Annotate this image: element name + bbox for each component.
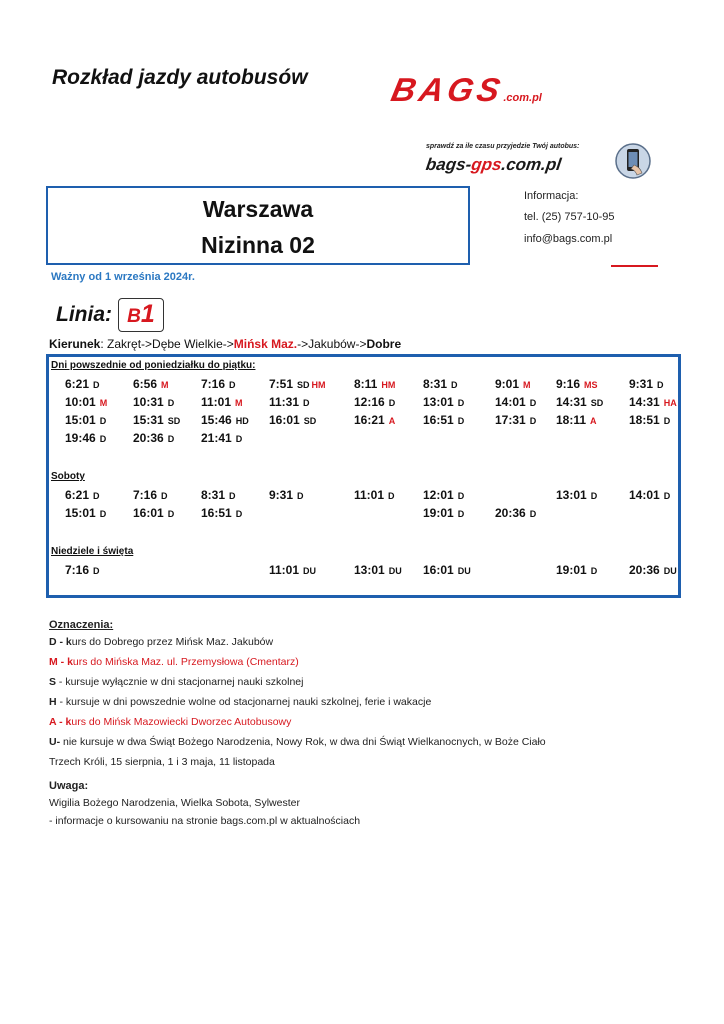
course-code: D — [235, 434, 243, 444]
departure-time — [65, 506, 106, 520]
direction-label: Kierunek — [49, 337, 101, 351]
line-number-badge — [118, 298, 164, 332]
departure-time — [269, 377, 326, 391]
time-value: 9:31 — [269, 488, 294, 502]
time-value: 7:16 — [65, 563, 90, 577]
direction-sep: : — [100, 337, 108, 351]
time-value: 19:01 — [423, 506, 454, 520]
course-code: D — [663, 491, 671, 501]
time-value: 16:51 — [201, 506, 232, 520]
time-value: 9:01 — [495, 377, 520, 391]
course-code: D — [529, 398, 537, 408]
course-code: SD — [303, 416, 317, 426]
course-code: M — [523, 380, 531, 390]
departure-time — [556, 377, 598, 391]
departure-time — [201, 431, 242, 445]
time-value: 8:31 — [423, 377, 448, 391]
time-value: 16:01 — [269, 413, 300, 427]
bags-logo — [388, 71, 664, 108]
time-value: 13:01 — [556, 488, 587, 502]
info-label: Informacja: — [524, 190, 579, 202]
direction-route: ->Jakubów-> — [297, 337, 367, 351]
departure-time — [423, 506, 464, 520]
departure-time — [556, 563, 597, 577]
legend-heading — [49, 619, 113, 631]
course-code: D — [529, 416, 537, 426]
legend-code: D - — [49, 636, 66, 648]
notes-heading — [49, 780, 88, 792]
time-value: 6:56 — [133, 377, 158, 391]
departure-time — [133, 395, 174, 409]
course-code: DU — [663, 566, 677, 576]
departure-time — [133, 431, 174, 445]
gps-url-part: .com.pl — [500, 155, 563, 174]
stop-name-box — [46, 186, 470, 265]
course-code: D — [457, 416, 465, 426]
time-value: 15:01 — [65, 506, 96, 520]
phone-icon — [614, 143, 652, 179]
departure-time — [495, 377, 531, 391]
course-code: D — [167, 509, 175, 519]
legend-text: - kursuje w dni powszednie wolne od stacjonarnej nauki szkolnej, ferie i wakacje — [56, 696, 432, 708]
departure-time — [354, 395, 395, 409]
notes-text: Wigilia Bożego Narodzenia, Wielka Sobota, Sylwester — [49, 797, 300, 809]
time-value: 10:31 — [133, 395, 164, 409]
time-value: 6:21 — [65, 377, 90, 391]
divider — [611, 265, 658, 267]
departure-time — [423, 413, 464, 427]
departure-time — [495, 395, 536, 409]
course-code: D — [93, 380, 100, 390]
line-label: Linia: — [56, 303, 112, 326]
departure-time — [65, 395, 107, 409]
legend-code: S — [49, 676, 57, 688]
departure-time — [629, 488, 670, 502]
time-value: 7:16 — [133, 488, 158, 502]
notes-line — [49, 797, 300, 809]
time-value: 11:01 — [269, 563, 300, 577]
course-code: D — [167, 398, 175, 408]
legend-text: nie kursuje w dwa Świąt Bożego Narodzenia, Nowy Rok, w dwa dni Świąt Wielkanocnych, w Boże Ciało — [60, 736, 546, 748]
departure-time — [629, 563, 677, 577]
course-code: M — [235, 398, 243, 408]
departure-time — [269, 488, 304, 502]
course-code: D — [457, 509, 465, 519]
line-number: 1 — [140, 300, 155, 328]
legend-text: urs do Dobrego przez Mińsk Maz. Jakubów — [71, 636, 274, 648]
departure-time — [423, 563, 471, 577]
time-value: 21:41 — [201, 431, 232, 445]
course-code: D — [99, 434, 107, 444]
legend-code: A - — [49, 716, 66, 728]
course-code: M — [161, 380, 169, 390]
course-code: HA — [663, 398, 677, 408]
gps-url — [425, 155, 563, 175]
course-code: D — [161, 491, 168, 501]
saturday-heading: Soboty — [51, 471, 85, 482]
timetable-box — [46, 354, 681, 598]
sunday-heading: Niedziele i święta — [51, 546, 134, 557]
line-number-prefix: B — [127, 306, 141, 327]
time-value: 14:31 — [629, 395, 660, 409]
time-value: 13:01 — [354, 563, 385, 577]
departure-time — [629, 377, 664, 391]
departure-time — [269, 413, 316, 427]
legend-text: - kursuje wyłącznie w dni stacjonarnej nauki szkolnej — [56, 676, 304, 688]
departure-time — [65, 413, 106, 427]
departure-time — [423, 395, 464, 409]
departure-time — [269, 395, 310, 409]
departure-time — [201, 377, 236, 391]
course-code: A — [590, 416, 597, 426]
departure-time — [201, 506, 242, 520]
legend-item — [49, 656, 299, 668]
time-value: 13:01 — [423, 395, 454, 409]
course-code: D — [590, 566, 598, 576]
logo-main-text: BAGS — [388, 71, 508, 108]
gps-tagline: sprawdź za ile czasu przyjedzie Twój autobus: — [426, 143, 580, 150]
course-code: D — [229, 491, 236, 501]
document-title: Rozkład jazdy autobusów — [52, 66, 308, 89]
legend-text: urs do Mińska Maz. ul. Przemysłowa (Cmentarz) — [72, 656, 299, 668]
course-code: HD — [235, 416, 249, 426]
time-value: 11:01 — [354, 488, 385, 502]
departure-time — [133, 506, 174, 520]
course-code: D — [303, 398, 310, 408]
course-code: D — [167, 434, 175, 444]
time-value: 16:51 — [423, 413, 454, 427]
notes-line — [49, 815, 360, 827]
departure-time — [133, 377, 169, 391]
departure-time — [65, 563, 100, 577]
legend-item — [49, 696, 431, 708]
direction-highlight: Mińsk Maz. — [233, 337, 298, 351]
course-code: D — [457, 398, 465, 408]
direction-end: Dobre — [366, 337, 402, 351]
departure-time — [65, 377, 100, 391]
notes-title: Uwaga: — [49, 780, 89, 792]
course-code: D — [529, 509, 537, 519]
departure-time — [133, 413, 180, 427]
time-value: 7:51 — [269, 377, 294, 391]
time-value: 17:31 — [495, 413, 526, 427]
course-code: M — [99, 398, 108, 408]
departure-time — [423, 488, 464, 502]
time-value: 19:46 — [65, 431, 96, 445]
course-code: SD — [167, 416, 181, 426]
info-email[interactable]: info@bags.com.pl — [524, 233, 613, 245]
legend-text: k — [65, 636, 72, 648]
course-code: A — [388, 416, 396, 426]
course-code: MS — [584, 380, 598, 390]
course-code: D — [663, 416, 671, 426]
time-value: 7:16 — [201, 377, 226, 391]
logo-sub-text: .com.pl — [503, 92, 542, 104]
time-value: 20:36 — [495, 506, 526, 520]
departure-time — [201, 395, 243, 409]
time-value: 16:01 — [133, 506, 164, 520]
legend-continuation — [49, 756, 275, 768]
direction-route: Zakręt->Dębe Wielkie-> — [107, 337, 234, 351]
stop-city: Warszawa — [202, 196, 314, 222]
time-value: 19:01 — [556, 563, 587, 577]
departure-time — [423, 377, 458, 391]
time-value: 12:01 — [423, 488, 454, 502]
departure-time — [629, 395, 677, 409]
legend-text: Trzech Króli, 15 sierpnia, 1 i 3 maja, 11 listopada — [49, 756, 275, 768]
time-value: 9:16 — [556, 377, 581, 391]
departure-time — [556, 413, 597, 427]
time-value: 18:11 — [556, 413, 587, 427]
departure-time — [556, 395, 603, 409]
time-value: 16:21 — [354, 413, 385, 427]
course-code: DU — [457, 566, 471, 576]
gps-url-part: bags- — [424, 155, 473, 174]
valid-from: Ważny od 1 września 2024r. — [51, 271, 195, 283]
time-value: 15:31 — [133, 413, 164, 427]
course-code: D — [99, 416, 107, 426]
course-code: D — [235, 509, 243, 519]
time-value: 18:51 — [629, 413, 660, 427]
course-code: D — [388, 491, 395, 501]
departure-time — [495, 413, 536, 427]
departure-time — [354, 413, 395, 427]
time-value: 9:31 — [629, 377, 654, 391]
legend-text: k — [65, 716, 72, 728]
departure-time — [201, 413, 249, 427]
notes-text: - informacje o kursowaniu na stronie bags.com.pl w aktualnościach — [49, 815, 361, 827]
departure-time — [201, 488, 236, 502]
time-value: 15:01 — [65, 413, 96, 427]
time-value: 14:31 — [556, 395, 587, 409]
departure-time — [269, 563, 316, 577]
course-code: D — [99, 509, 107, 519]
course-code: HM — [381, 380, 396, 390]
course-code: DU — [303, 566, 317, 576]
legend-item — [49, 636, 273, 648]
course-code: D — [590, 491, 598, 501]
time-value: 6:21 — [65, 488, 90, 502]
time-value: 20:36 — [133, 431, 164, 445]
time-value: 16:01 — [423, 563, 454, 577]
course-code: SD — [297, 380, 310, 390]
weekdays-heading: Dni powszednie od poniedziałku do piątku: — [51, 360, 256, 371]
legend-text: urs do Mińsk Mazowiecki Dworzec Autobusowy — [71, 716, 292, 728]
time-value: 10:01 — [65, 395, 96, 409]
departure-time — [629, 413, 670, 427]
course-code: D — [93, 491, 100, 501]
course-code: D — [657, 380, 664, 390]
course-code: HM — [311, 380, 326, 390]
departure-time — [354, 377, 395, 391]
legend-code: M - — [49, 656, 68, 668]
course-code: D — [229, 380, 236, 390]
legend-item — [49, 716, 291, 728]
time-value: 14:01 — [495, 395, 526, 409]
departure-time — [133, 488, 168, 502]
course-code: SD — [590, 398, 604, 408]
course-code: DU — [388, 566, 402, 576]
departure-time — [556, 488, 597, 502]
course-code: D — [388, 398, 396, 408]
info-phone: tel. (25) 757-10-95 — [524, 211, 615, 223]
time-value: 12:16 — [354, 395, 385, 409]
time-value: 11:01 — [201, 395, 232, 409]
gps-url-part: gps — [470, 155, 503, 174]
time-value: 8:31 — [201, 488, 226, 502]
course-code: D — [297, 491, 304, 501]
time-value: 14:01 — [629, 488, 660, 502]
legend-title: Oznaczenia: — [49, 619, 114, 631]
legend-item — [49, 736, 546, 748]
course-code: D — [451, 380, 458, 390]
legend-code: U- — [49, 736, 61, 748]
stop-name: Nizinna 02 — [201, 232, 315, 258]
departure-time — [65, 431, 106, 445]
direction — [49, 337, 401, 351]
legend-text: k — [67, 656, 73, 668]
time-value: 15:46 — [201, 413, 232, 427]
legend-item — [49, 676, 303, 688]
course-code: D — [457, 491, 465, 501]
course-code: D — [93, 566, 100, 576]
departure-time — [354, 563, 402, 577]
departure-time — [495, 506, 536, 520]
departure-time — [354, 488, 395, 502]
time-value: 8:11 — [354, 377, 378, 391]
departure-time — [65, 488, 100, 502]
legend-code: H — [49, 696, 57, 708]
time-value: 20:36 — [629, 563, 660, 577]
time-value: 11:31 — [269, 395, 300, 409]
